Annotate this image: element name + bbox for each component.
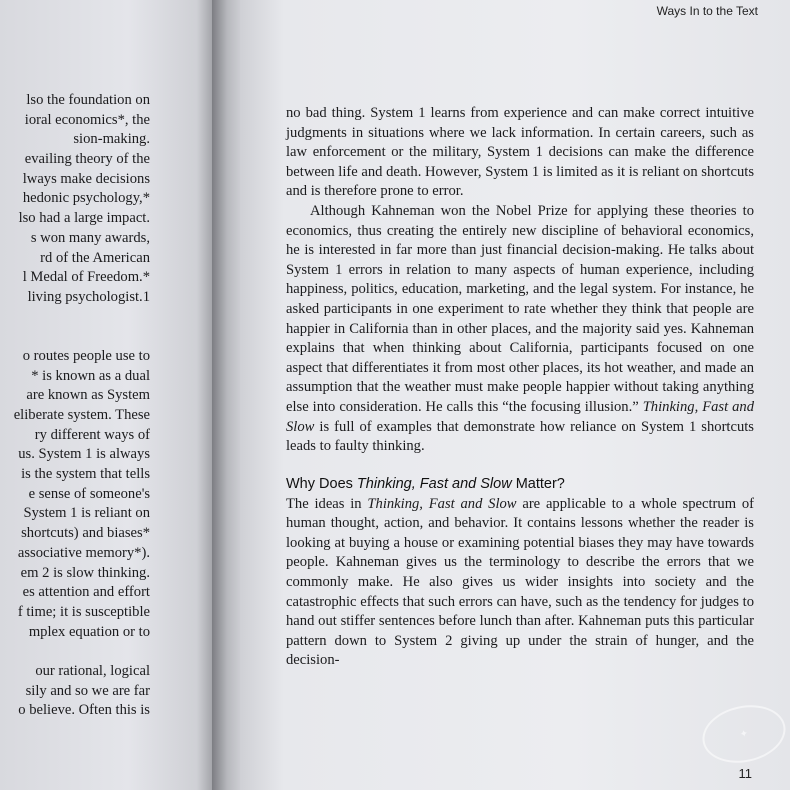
page-number: 11 <box>738 766 752 781</box>
left-line: our rational, logical <box>35 662 150 679</box>
left-line: lso the foundation on <box>26 92 150 108</box>
paragraph-2-tail: is full of examples that demonstrate how reliance on System 1 shortcuts leads to faulty thinking. <box>286 418 754 455</box>
left-line: em 2 is slow thinking. <box>20 564 150 581</box>
left-line: * is known as a dual <box>31 367 150 384</box>
left-line: eliberate system. These <box>13 407 150 423</box>
left-line: ry different ways of <box>34 426 150 443</box>
left-line: sily and so we are far <box>25 682 150 699</box>
left-line: are known as System <box>26 387 150 404</box>
paragraph-2-text: Although Kahneman won the Nobel Prize for applying these theories to economics, thus creating the entirely new discipline of behavioral economics, he is interested in far more than just financial decision-making. He talks about System 1 errors in relation to many aspects of human experience, including happiness, politics, education, marketing, and the legal system. For instance, he asked participants in one experiment to rate whether they think that people are happier in California than in other places, and the majority said yes. Kahneman explains that when thinking about California, participants focused on one aspect that differentiates it from most other places, its hot weather, and made an assumption that the weather must make people happier without taking anything else into consideration. He calls this “the focusing illusion.” <box>286 202 754 415</box>
book-title-italic: Thinking, Fast and Slow <box>367 495 517 512</box>
left-line: f time; it is susceptible <box>17 603 150 620</box>
left-line: is the system that tells <box>21 466 150 483</box>
left-line: System 1 is reliant on <box>23 505 150 522</box>
book-title-italic: Thinking, Fast and Slow <box>286 398 754 435</box>
left-line: lways make decisions <box>22 170 150 187</box>
section-heading <box>286 473 754 495</box>
left-blank-line <box>0 642 150 662</box>
left-page <box>0 0 214 790</box>
left-line: l Medal of Freedom.* <box>22 269 150 286</box>
left-line: living psychologist.1 <box>27 288 150 305</box>
left-line: o routes people use to <box>22 347 150 364</box>
left-line: s won many awards, <box>30 229 150 246</box>
left-line: associative memory*). <box>17 544 150 561</box>
paragraph-3-pre: The ideas in <box>286 495 368 512</box>
right-page <box>240 0 790 790</box>
left-line: mplex equation or to <box>28 623 150 640</box>
left-blank-line <box>0 308 150 328</box>
left-line: hedonic psychology,* <box>22 190 150 207</box>
paragraph-3-post: are applicable to a whole spectrum of human thought, action, and behavior. It contains lessons whether the reader is looking at buying a house or examining potential biases they may have towards people. Kahneman gives us the terminology to describe the errors that we commonly make. He also gives us wider insights into society and the catastrophic effects that such errors can have, such as the tendency for judges to hand out stiffer sentences before lunch than after. Kahneman puts this particular pattern down to System 2 giving up under the strain of hunger, and the decision- <box>286 495 755 669</box>
body-text <box>286 104 754 671</box>
heading-title-italic: Thinking, Fast and Slow <box>356 475 512 492</box>
left-page-text <box>0 91 150 721</box>
left-line: o believe. Often this is <box>18 702 150 719</box>
left-line: es attention and effort <box>22 584 150 601</box>
watermark-stamp: ✦ <box>697 698 790 770</box>
left-line: evailing theory of the <box>24 151 150 168</box>
left-line: rd of the American <box>40 249 150 266</box>
left-line: shortcuts) and biases* <box>21 525 150 542</box>
left-line: us. System 1 is always <box>18 446 150 463</box>
running-head: Ways In to the Text <box>656 4 758 18</box>
paragraph-3 <box>286 495 754 671</box>
left-line: ioral economics*, the <box>24 111 150 128</box>
heading-post: Matter? <box>511 475 565 492</box>
heading-pre: Why Does <box>286 475 357 492</box>
left-line: sion-making. <box>73 131 150 148</box>
left-line: e sense of someone's <box>28 485 150 502</box>
paragraph-1: no bad thing. System 1 learns from experience and can make correct intuitive judgments in situations where we lack information. In certain careers, such as law enforcement or the military, System 1 decisions can make the difference between life and death. However, System 1 is limited as it is reliant on shortcuts and is therefore prone to error. <box>286 105 754 200</box>
paragraph-2 <box>286 202 754 457</box>
left-blank-line <box>0 327 150 347</box>
left-line: lso had a large impact. <box>18 210 150 227</box>
